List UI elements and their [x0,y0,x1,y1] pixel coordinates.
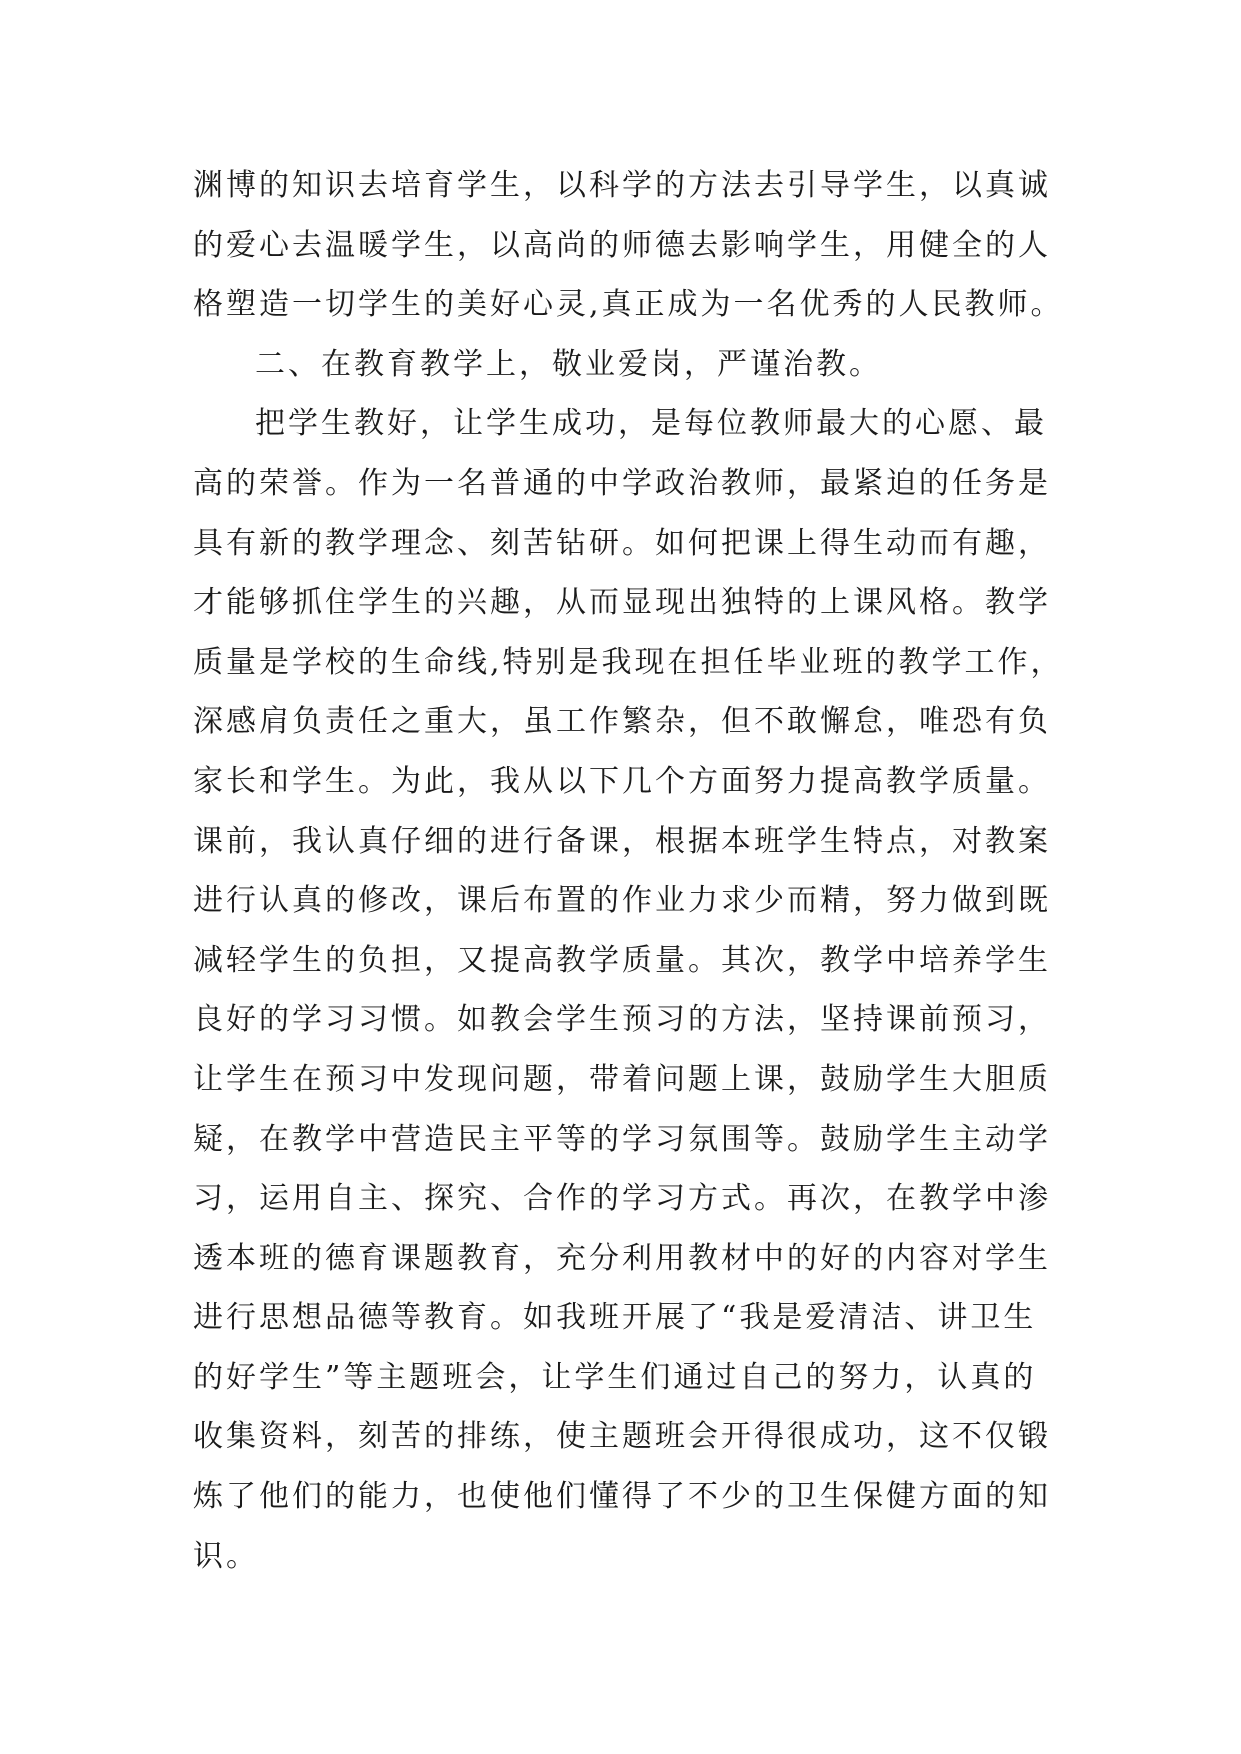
text-line: 渊博的知识去培育学生，以科学的方法去引导学生，以真诚 [193,168,1051,203]
text-line: 减轻学生的负担，又提高教学质量。其次，教学中培养学生 [193,942,1051,978]
body-text [193,156,1093,1586]
paragraph-start-line: 把学生教好，让学生成功，是每位教师最大的心愿、最 [255,406,1047,442]
text-line: 格塑造一切学生的美好心灵,真正成为一名优秀的人民教师。 [193,287,1064,323]
text-line: 良好的学习习惯。如教会学生预习的方法，坚持课前预习， [193,1002,1051,1038]
text-line: 高的荣誉。作为一名普通的中学政治教师，最紧迫的任务是 [193,465,1051,501]
text-line: 进行认真的修改，课后布置的作业力求少而精，努力做到既 [193,883,1051,919]
section-heading: 二、在教育教学上，敬业爱岗，严谨治教。 [255,346,882,382]
text-line: 的好学生”等主题班会，让学生们通过自己的努力，认真的 [193,1359,1037,1395]
text-line: 识。 [193,1538,259,1574]
text-line: 疑，在教学中营造民主平等的学习氛围等。鼓励学生主动学 [193,1121,1051,1157]
text-line: 质量是学校的生命线,特别是我现在担任毕业班的教学工作， [193,644,1064,680]
text-line: 习，运用自主、探究、合作的学习方式。再次，在教学中渗 [193,1181,1051,1217]
text-line: 课前，我认真仔细的进行备课，根据本班学生特点，对教案 [193,823,1051,859]
text-line: 深感肩负责任之重大，虽工作繁杂，但不敢懈怠，唯恐有负 [193,704,1051,740]
text-line: 才能够抓住学生的兴趣，从而显现出独特的上课风格。教学 [193,585,1051,621]
text-line: 让学生在预习中发现问题，带着问题上课，鼓励学生大胆质 [193,1061,1051,1097]
text-line: 的爱心去温暖学生，以高尚的师德去影响学生，用健全的人 [193,227,1051,263]
text-line: 炼了他们的能力，也使他们懂得了不少的卫生保健方面的知 [193,1479,1051,1515]
text-line: 进行思想品德等教育。如我班开展了“我是爱清洁、讲卫生 [193,1300,1037,1336]
text-line: 具有新的教学理念、刻苦钻研。如何把课上得生动而有趣， [193,525,1051,561]
text-line: 透本班的德育课题教育，充分利用教材中的好的内容对学生 [193,1240,1051,1276]
text-line: 家长和学生。为此，我从以下几个方面努力提高教学质量。 [193,763,1051,799]
text-line: 收集资料，刻苦的排练，使主题班会开得很成功，这不仅锻 [193,1419,1051,1455]
